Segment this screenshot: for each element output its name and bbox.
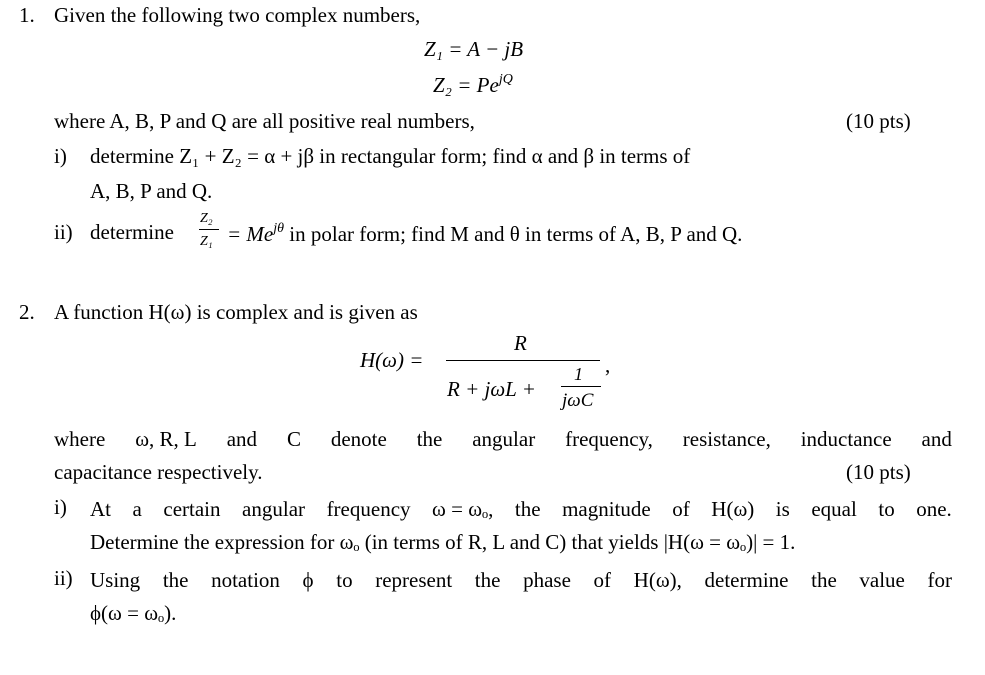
q2-where-word: where — [54, 427, 106, 451]
q2-part-ii-word: the — [811, 568, 837, 592]
q1-part-i-line2: A, B, P and Q. — [90, 179, 213, 203]
q2-equation-denominator: R + jωL + — [447, 377, 536, 401]
q2-part-ii-word: phase — [523, 568, 571, 592]
q2-part-i-line1 — [90, 497, 952, 522]
q2-where-word: inductance — [800, 427, 892, 451]
q2-where-word: the — [416, 427, 443, 451]
q1-equation-z2 — [433, 73, 513, 96]
q2-where-word: C — [286, 427, 301, 451]
q2-part-i-word: frequency — [326, 497, 411, 521]
q2-part-ii-word: H(ω), — [633, 568, 682, 592]
q2-where-word: and — [226, 427, 258, 451]
q2-part-i-word: ω = ωₒ, — [432, 497, 494, 521]
q2-where-word: angular — [472, 427, 536, 451]
q2-part-ii-word: of — [593, 568, 612, 592]
q2-equation-comma: , — [605, 353, 611, 377]
q1-part-i-label: i) — [54, 144, 67, 168]
q2-where-word: denote — [330, 427, 387, 451]
q2-part-i-line2: Determine the expression for ωₒ (in terms of R, L and C) that yields |H(ω = ωₒ)| = 1. — [90, 530, 796, 554]
q2-part-ii-line1 — [90, 568, 952, 593]
q1-part-ii-pre: determine — [90, 220, 174, 244]
q1-intro: Given the following two complex numbers, — [54, 3, 421, 27]
q1-equation-z2-base: Z₂ = Pe — [433, 73, 499, 97]
q2-part-i-word: At — [90, 497, 111, 521]
q2-part-ii-word: determine — [704, 568, 789, 592]
q2-intro: A function H(ω) is complex and is given as — [54, 300, 418, 324]
q2-part-ii-word: represent — [375, 568, 453, 592]
q2-where-word: resistance, — [682, 427, 771, 451]
q2-where-word: frequency, — [565, 427, 653, 451]
q2-part-i-word: angular — [242, 497, 306, 521]
q2-part-ii-label: ii) — [54, 566, 73, 590]
q1-points: (10 pts) — [846, 109, 911, 133]
q2-part-ii-word: notation — [211, 568, 280, 592]
q2-equation-inner-numerator: 1 — [574, 364, 583, 384]
q1-equation-z2-exponent: jQ — [498, 72, 513, 87]
q2-equation-main-fraction-bar — [446, 360, 600, 361]
q2-part-i-word: the — [514, 497, 541, 521]
q2-part-i-word: magnitude — [562, 497, 651, 521]
q2-part-ii-word: to — [336, 568, 353, 592]
q2-equation-lhs: H(ω) = — [360, 348, 424, 372]
q2-part-i-word: one. — [916, 497, 952, 521]
q2-part-i-word: certain — [163, 497, 221, 521]
q2-equation-inner-denominator: jωC — [562, 390, 594, 411]
q1-part-ii-exponent: jθ — [273, 221, 285, 236]
q1-part-ii-label: ii) — [54, 220, 73, 244]
q2-part-ii-word: for — [927, 568, 952, 592]
q2-part-ii-word: Using — [90, 568, 141, 592]
q2-equation-inner-fraction-bar — [561, 386, 601, 387]
q2-part-i-word: to — [878, 497, 895, 521]
q1-part-ii-fraction-numerator: Z₂ — [200, 211, 213, 226]
q2-where-line1 — [54, 427, 952, 452]
q2-part-i-word: is — [775, 497, 790, 521]
q1-part-ii-polar — [227, 222, 742, 245]
q2-part-i-word: H(ω) — [711, 497, 755, 521]
q1-part-ii-post: in polar form; find M and θ in terms of A, B, P and Q. — [289, 222, 743, 246]
q2-number: 2. — [19, 300, 35, 324]
q1-equation-z1: Z₁ = A − jB — [424, 37, 524, 61]
q2-part-ii-line2: ϕ(ω = ωₒ). — [90, 601, 177, 625]
q2-part-i-word: of — [672, 497, 690, 521]
q1-where-text: where A, B, P and Q are all positive real numbers, — [54, 109, 475, 133]
q2-part-i-label: i) — [54, 495, 67, 519]
q1-part-i-line1: determine Z₁ + Z₂ = α + jβ in rectangular form; find α and β in terms of — [90, 144, 691, 168]
q2-part-ii-word: the — [474, 568, 501, 592]
q2-where-word: ω, R, L — [135, 427, 197, 451]
q2-part-ii-word: the — [162, 568, 189, 592]
q2-points: (10 pts) — [846, 460, 911, 484]
q2-part-i-word: a — [132, 497, 142, 521]
q1-part-ii-equation: = Me — [227, 222, 274, 246]
q2-part-ii-word: value — [859, 568, 905, 592]
q2-part-ii-word: ϕ — [302, 568, 314, 592]
q2-where-line2: capacitance respectively. — [54, 460, 263, 484]
q2-where-word: and — [921, 427, 952, 451]
q1-part-ii-fraction-denominator: Z₁ — [200, 234, 213, 249]
q1-part-ii-fraction-bar — [199, 229, 219, 230]
q2-part-i-word: equal — [811, 497, 857, 521]
q1-number: 1. — [19, 3, 35, 27]
q2-equation-numerator: R — [514, 331, 527, 355]
